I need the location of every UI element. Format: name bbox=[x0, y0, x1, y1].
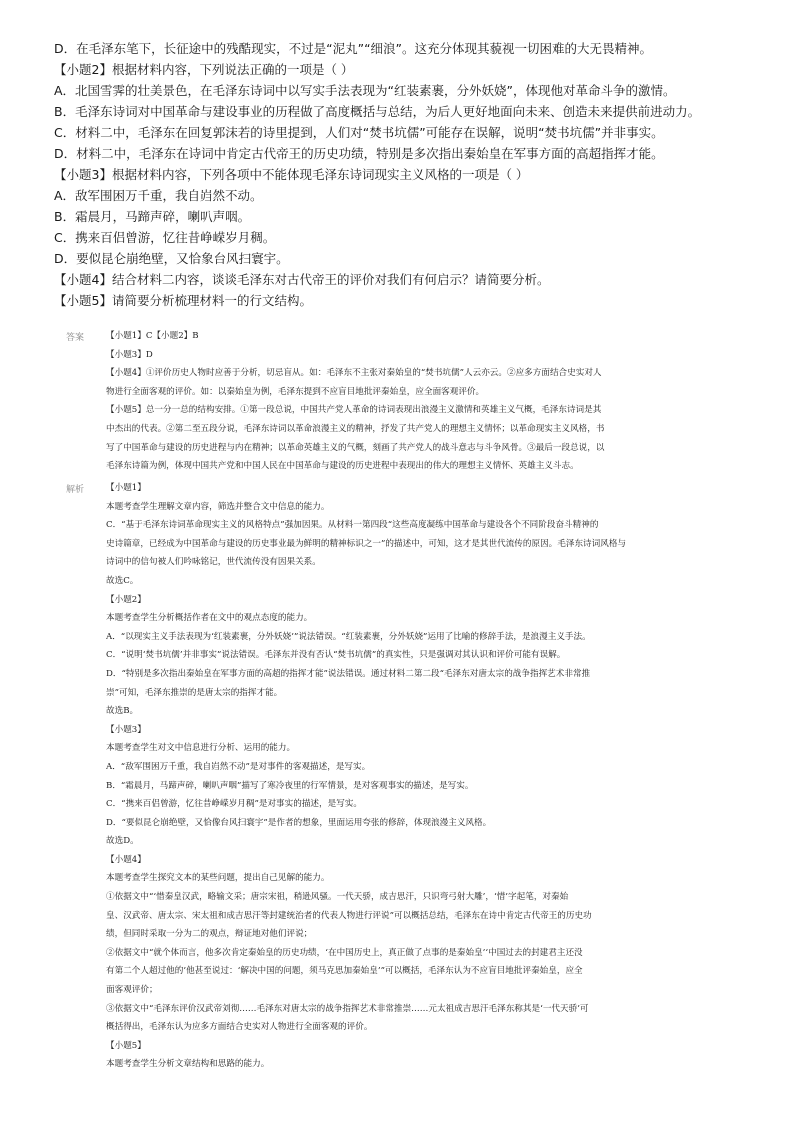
question-line: 【小题3】根据材料内容，下列各项中不能体现毛泽东诗词现实主义风格的一项是（ ） bbox=[54, 167, 529, 182]
answer-line: 中杰出的代表。②第二至五段分说，毛泽东诗词以革命浪漫主义的精神，抒发了共产党人的理想主义情怀；以革命现实主义风格，书 bbox=[106, 423, 605, 434]
answer-line: 【小题3】D bbox=[106, 349, 153, 360]
analysis-line: 【小题2】 bbox=[106, 594, 146, 605]
question-line: D．材料二中，毛泽东在诗词中肯定古代帝王的历史功绩，特别是多次指出秦始皇在军事方面的高超指挥才能。 bbox=[54, 146, 664, 161]
answer-line: 【小题1】C【小题2】B bbox=[106, 331, 199, 341]
answer-label: 答案 bbox=[66, 333, 85, 343]
analysis-line: C．“携来百侣曾游，忆往昔峥嵘岁月稠”是对事实的描述，是写实。 bbox=[106, 799, 362, 810]
analysis-line: 皇、汉武帝、唐太宗、宋太祖和成吉思汗等封建统治者的代表人物进行评说”可以概括总结，毛泽东在诗中肯定古代帝王的历史功 bbox=[106, 910, 592, 921]
analysis-line: 面客观评价； bbox=[106, 985, 158, 996]
question-line: B．霜晨月，马蹄声碎，喇叭声咽。 bbox=[54, 209, 251, 224]
answer-line: 物进行全面客观的评价。如：以秦始皇为例，毛泽东提到不应盲目地批评秦始皇，应全面客观评价。 bbox=[106, 386, 485, 397]
answer-line: 【小题4】①评价历史人物时应善于分析，切忌盲从。如：毛泽东不主张对秦始皇的“焚书坑儒”人云亦云。②应多方面结合史实对人 bbox=[106, 368, 602, 379]
analysis-line: 故选B。 bbox=[106, 706, 139, 717]
analysis-line: 史诗篇章，已经成为中国革命与建设的历史事业最为鲜明的精神标识之一”的描述中，可知，这才是其世代流传的原因。毛泽东诗词风格与 bbox=[106, 538, 627, 549]
analysis-line: C．“说明‘焚书坑儒’并非事实”说法错误。毛泽东并没有否认“焚书坑儒”的真实性，只是强调对其认识和评价可能有误解。 bbox=[106, 650, 566, 661]
question-line: 【小题2】根据材料内容，下列说法正确的一项是（ ） bbox=[54, 62, 354, 77]
analysis-line: 故选C。 bbox=[106, 575, 139, 586]
analysis-line: D．“特别是多次指出秦始皇在军事方面的高超的指挥才能”说法错误。通过材料二第二段“毛泽东对唐太宗的战争指挥艺术非常推 bbox=[106, 668, 591, 679]
analysis-line: 本题考查学生分析文章结构和思路的能力。 bbox=[106, 1059, 270, 1070]
analysis-line: 本题考查学生探究文本的某些问题，提出自己见解的能力。 bbox=[106, 873, 330, 884]
answer-line: 【小题5】总一分一总的结构安排。①第一段总说，中国共产党人革命的诗词表现出浪漫主义激情和英雄主义气概，毛泽东诗词是其 bbox=[106, 405, 602, 416]
analysis-line: ②依据文中“就个体而言，他多次肯定秦始皇的历史功绩，‘在中国历史上，真正做了点事的是秦始皇’‘中国过去的封建君主还没 bbox=[106, 947, 583, 958]
analysis-line: 本题考查学生分析概括作者在文中的观点态度的能力。 bbox=[106, 613, 313, 624]
question-line: C．材料二中，毛泽东在回复郭沫若的诗里提到，人们对“焚书坑儒”可能存在误解，说明“焚书坑儒”并非事实。 bbox=[54, 125, 664, 140]
analysis-line: A．“敌军围困万千重，我自岿然不动”是对事件的客观描述，是写实。 bbox=[106, 761, 371, 772]
analysis-line: 【小题3】 bbox=[106, 724, 146, 735]
question-line: 【小题5】请简要分析梳理材料一的行文结构。 bbox=[54, 293, 312, 308]
analysis-line: 绩，但同时采取一分为二的观点，辩证地对他们评说； bbox=[106, 929, 313, 940]
analysis-line: 本题考查学生对文中信息进行分析、运用的能力。 bbox=[106, 743, 296, 754]
analysis-line: ③依据文中“毛泽东评价汉武帝刘彻……毛泽东对唐太宗的战争指挥艺术非常推崇……元太祖成吉思汗毛泽东称其是‘一代天骄’可 bbox=[106, 1003, 589, 1014]
question-list bbox=[54, 38, 754, 311]
question-line: D．要似昆仑崩绝壁，又恰象台风扫寰宇。 bbox=[54, 251, 289, 266]
analysis-line: 崇”可知，毛泽东推崇的是唐太宗的指挥才能。 bbox=[106, 687, 283, 698]
answer-block bbox=[106, 327, 726, 476]
analysis-line: 有第二个人超过他的’他甚至说过：‘解决中国的问题，须马克思加秦始皇’”可以概括，毛泽东认为不应盲目地批评秦始皇，应全 bbox=[106, 966, 583, 977]
analysis-line: D．“要似昆仑崩绝壁，又恰像台风扫寰宇”是作者的想象，里面运用夸张的修辞，体现浪漫主义风格。 bbox=[106, 817, 492, 828]
analysis-line: ①依据文中“‘惜秦皇汉武，略输文采；唐宗宋祖，稍逊风骚。一代天骄，成吉思汗，只识弯弓射大雕’，‘惜’字起笔，对秦始 bbox=[106, 892, 569, 903]
analysis-label: 解析 bbox=[66, 485, 85, 495]
analysis-line: 故选D。 bbox=[106, 836, 139, 847]
analysis-line: C．“基于毛泽东诗词革命现实主义的风格特点”强加因果。从材料一第四段“这些高度凝练中国革命与建设各个不同阶段奋斗精神的 bbox=[106, 520, 599, 531]
analysis-line: 【小题1】 bbox=[106, 483, 146, 493]
question-line: A．北国雪霁的壮美景色，在毛泽东诗词中以写实手法表现为“红装素裹，分外妖娆”，体现他对革命斗争的激情。 bbox=[54, 83, 676, 98]
answer-line: 毛泽东诗篇为例，体现中国共产党和中国人民在中国革命与建设的历史进程中表现出的伟大的理想主义情怀、英雄主义斗志。 bbox=[106, 461, 579, 472]
question-line: A．敌军围困万千重，我自岿然不动。 bbox=[54, 188, 263, 203]
analysis-line: B．“霜晨月，马蹄声碎，喇叭声咽”描写了寒冷夜里的行军情景，是对客观事实的描述，是写实。 bbox=[106, 780, 474, 791]
analysis-line: 诗词中的信句被人们吟咏铭记，世代流传没有因果关系。 bbox=[106, 557, 321, 568]
question-line: 【小题4】结合材料二内容，谈谈毛泽东对古代帝王的评价对我们有何启示？请简要分析。 bbox=[54, 272, 550, 287]
analysis-line: 概括得出，毛泽东认为应多方面结合史实对人物进行全面客观的评价。 bbox=[106, 1022, 373, 1033]
question-line: C．携来百侣曾游，忆往昔峥嵘岁月稠。 bbox=[54, 230, 276, 245]
answer-line: 写了中国革命与建设的历史进程与内在精神；以革命英雄主义的气概，刻画了共产党人的战斗意志与斗争风骨。③最后一段总说，以 bbox=[106, 442, 605, 453]
question-line: B．毛泽东诗词对中国革命与建设事业的历程做了高度概括与总结，为后人更好地面向未来、创造未来提供前进动力。 bbox=[54, 104, 701, 119]
analysis-block bbox=[106, 479, 726, 1074]
question-line: D．在毛泽东笔下，长征途中的残酷现实，不过是“泥丸”“细浪”。这充分体现其藐视一切困难的大无畏精神。 bbox=[54, 41, 653, 56]
analysis-line: 本题考查学生理解文章内容，筛选并整合文中信息的能力。 bbox=[106, 501, 330, 512]
analysis-line: 【小题5】 bbox=[106, 1040, 146, 1051]
analysis-line: A．“以现实主义手法表现为‘红装素裹，分外妖娆’”说法错误。“红装素裹，分外妖娆”运用了比喻的修辞手法，是浪漫主义手法。 bbox=[106, 631, 591, 642]
analysis-line: 【小题4】 bbox=[106, 854, 146, 865]
